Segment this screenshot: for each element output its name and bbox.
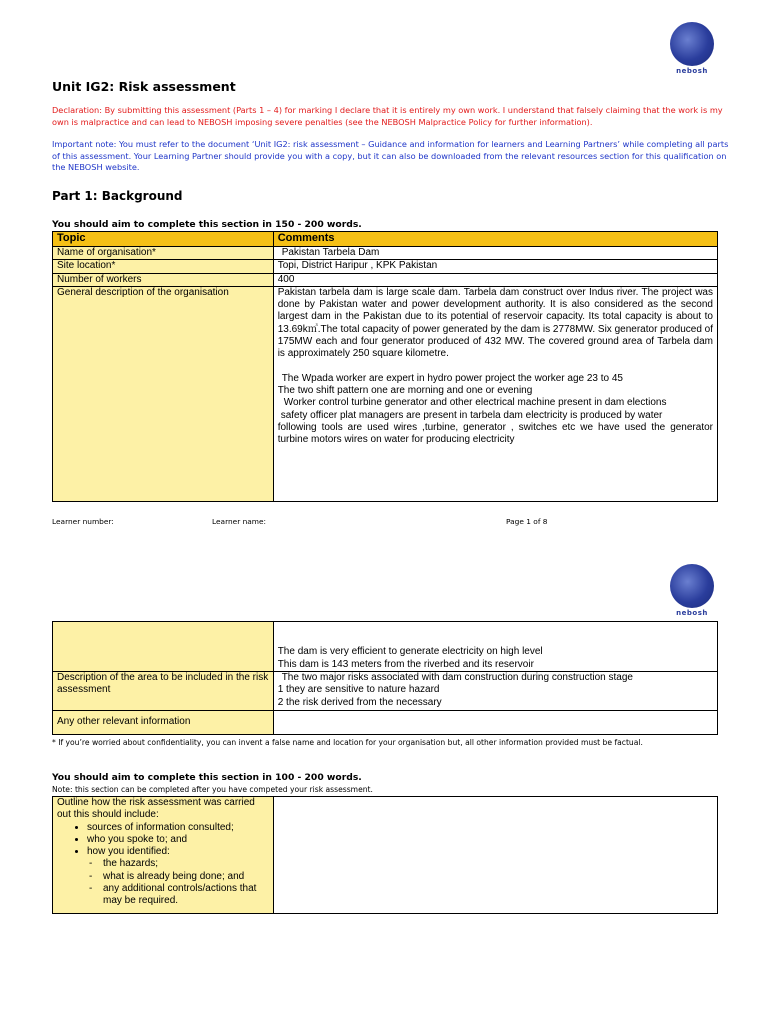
outline-intro: Outline how the risk assessment was carried out this should include:: [57, 797, 255, 821]
label-general-description-continued: [53, 622, 274, 672]
value-other-information[interactable]: [273, 711, 717, 735]
label-general-description: General description of the organisation: [53, 286, 274, 501]
description-line: The dam is very efficient to generate electricity on high level: [277, 646, 543, 658]
outline-bullet: [87, 846, 269, 907]
description-paragraph-2: following tools are used wires ,turbine, generator , switches etc we have used the generator turbine motors wires on water for producing electricity: [277, 421, 713, 446]
nebosh-logo-page2: [668, 564, 716, 620]
globe-icon: [670, 22, 714, 66]
outline-bullet: • who you spoke to; and: [87, 834, 269, 846]
logo-text: nebosh: [676, 67, 708, 75]
completion-note: Note: this section can be completed after you have competed your risk assessment.: [52, 785, 373, 794]
word-count-guidance: You should aim to complete this section in 150 - 200 words.: [52, 219, 362, 230]
description-paragraph: Pakistan tarbela dam is large scale dam. Tarbela dam construct over Indus river. The project was done by Pakistan water and power development authority. It is also considered as the second largest dam in the Pakistan due to its potential of reservoir capacity. Its total capacity is about to 13.69k㎥.The total capacity of power generated by the dam is 2778MW. Six generator produced of 175MW each and four generator produced of 432 MW. The covered ground area of Tarbela dam is approximately 250 square kilometre.: [277, 286, 713, 360]
value-general-description[interactable]: [273, 286, 717, 501]
nebosh-logo: [668, 22, 716, 78]
outline-sub-bullet: - any additional controls/actions that may be required.: [103, 883, 269, 908]
description-line: Worker control turbine generator and other electrical machine present in dam elections: [283, 397, 667, 409]
outline-answer-field[interactable]: [273, 797, 717, 914]
label-area-description: Description of the area to be included in the risk assessment: [53, 672, 274, 711]
label-other-information: Any other relevant information: [53, 711, 274, 735]
part-heading: Part 1: Background: [52, 189, 183, 203]
logo-text: nebosh: [676, 609, 708, 617]
description-line: This dam is 143 meters from the riverbed and its reservoir: [277, 658, 534, 670]
header-topic: Topic: [53, 232, 274, 247]
value-area-description[interactable]: [273, 672, 717, 711]
value-site-location[interactable]: Topi, District Haripur , KPK Pakistan: [273, 260, 717, 273]
description-line: safety officer plat managers are present in tarbela dam electricity is produced by water: [280, 409, 663, 421]
page-title: Unit IG2: Risk assessment: [52, 79, 236, 94]
area-line: The two major risks associated with dam construction during construction stage: [281, 672, 633, 683]
header-comments: Comments: [273, 232, 717, 247]
description-line: The Wpada worker are expert in hydro power project the worker age 23 to 45: [281, 372, 623, 384]
area-line: 1 they are sensitive to nature hazard: [277, 684, 440, 696]
confidentiality-note: * If you’re worried about confidentiality, you can invent a false name and location for your organisation but, all other information provided must be factual.: [52, 738, 643, 747]
page-number: Page 1 of 8: [506, 517, 548, 526]
method-table: [52, 796, 718, 914]
background-table: [52, 231, 718, 502]
learner-name-label: Learner name:: [212, 517, 267, 526]
word-count-guidance-2: You should aim to complete this section in 100 - 200 words.: [52, 772, 362, 783]
background-table-continued: [52, 621, 718, 735]
label-site-location: Site location*: [53, 260, 274, 273]
important-note: Important note: You must refer to the document ‘Unit IG2: risk assessment – Guidance and information for learners and Learning Partners’ while completing all parts of this assessment. Your Learning Partner should provide you with a copy, but it can also be downloaded from the relevant resources section for this qualification on the NEBOSH website.: [52, 139, 729, 172]
outline-bullet: • sources of information consulted;: [87, 822, 269, 834]
outline-sub-bullet: - what is already being done; and: [103, 871, 269, 883]
learner-number-label: Learner number:: [52, 517, 114, 526]
label-organisation-name: Name of organisation*: [53, 247, 274, 260]
outline-instructions: [53, 797, 274, 914]
description-line: The two shift pattern one are morning and one or evening: [277, 384, 533, 396]
outline-bullet-text: how you identified:: [87, 846, 170, 858]
area-line: 2 the risk derived from the necessary: [277, 696, 442, 708]
declaration-text: Declaration: By submitting this assessment (Parts 1 – 4) for marking I declare that it is entirely my own work. I understand that falsely claiming that the work is my own is malpractice and can lead to NEBOSH imposing severe penalties (see the NEBOSH Malpractice Policy for further information).: [52, 105, 723, 127]
value-description-continued[interactable]: [273, 622, 717, 672]
value-number-of-workers[interactable]: 400: [273, 273, 717, 286]
label-number-of-workers: Number of workers: [53, 273, 274, 286]
globe-icon: [670, 564, 714, 608]
value-organisation-name[interactable]: Pakistan Tarbela Dam: [273, 247, 717, 260]
outline-sub-bullet: - the hazards;: [103, 858, 269, 870]
